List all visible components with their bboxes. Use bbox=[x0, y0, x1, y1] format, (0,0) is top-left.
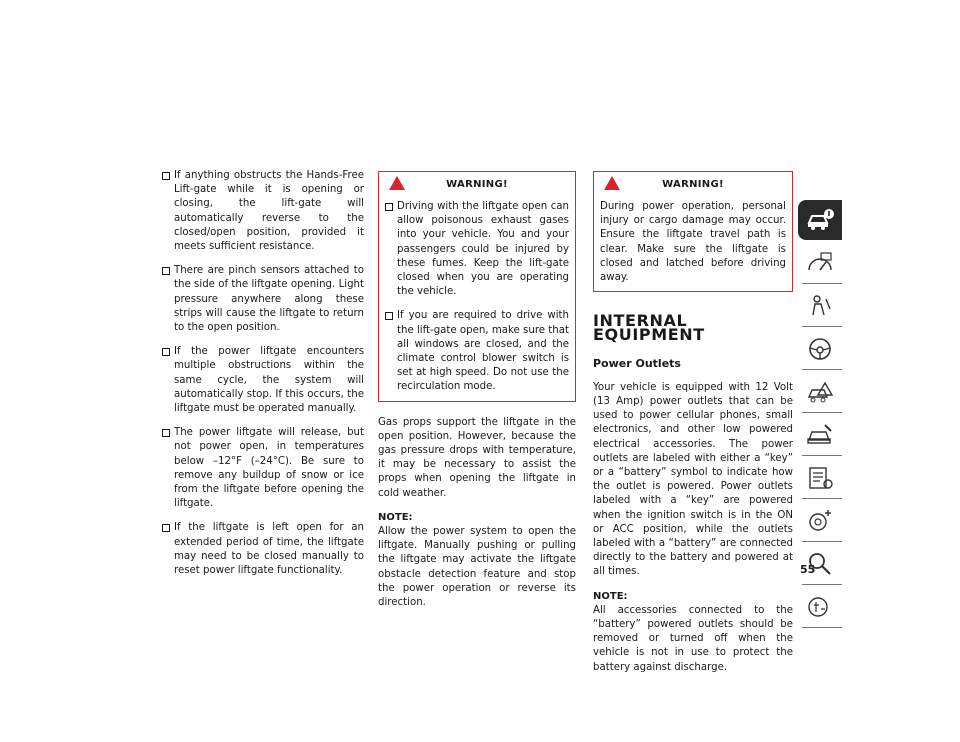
warning-title: WARNING! bbox=[446, 178, 508, 190]
bullet-box-icon bbox=[385, 203, 393, 211]
warning-triangle-icon bbox=[604, 176, 620, 190]
safety-icon bbox=[805, 293, 835, 319]
tab-safety[interactable] bbox=[798, 286, 842, 326]
bullet-item: The power liftgate will release, but not power open, in temperatures below –12°F (–24°C). Be sure to remove any buildup of snow or ice from the liftgate before opening the liftgate. bbox=[162, 426, 364, 511]
warning-box bbox=[378, 171, 576, 402]
column-middle bbox=[378, 171, 576, 620]
warning-header bbox=[600, 178, 786, 192]
note-text: All accessories connected to the “battery” powered outlets should be removed or turned off when the vehicle is not in use to protect the battery against discharge. bbox=[593, 604, 793, 673]
tab-search-index[interactable] bbox=[798, 544, 842, 584]
bullet-box-icon bbox=[162, 524, 170, 532]
warning-text: During power operation, personal injury or cargo damage may occur. Ensure the liftgate travel path is clear. Make sure the liftgate is closed and latched before driving away. bbox=[600, 201, 786, 284]
multimedia-icon bbox=[805, 508, 835, 534]
note-label: NOTE: bbox=[593, 590, 628, 602]
tab-multimedia[interactable] bbox=[798, 501, 842, 541]
warning-bullet: If you are required to drive with the lift-gate open, make sure that all windows are closed, and the climate control blower switch is set at high speed. Do not use the recirculation mode. bbox=[385, 309, 569, 394]
chapter-tabs bbox=[798, 200, 842, 630]
note-label: NOTE: bbox=[378, 511, 413, 523]
warning-title: WARNING! bbox=[662, 178, 724, 190]
bullet-item: There are pinch sensors attached to the side of the liftgate opening. Light pressure anywhere along these strips will cause the liftgate to return to the open position. bbox=[162, 264, 364, 335]
section-title: INTERNAL EQUIPMENT bbox=[593, 311, 705, 345]
tab-language[interactable] bbox=[798, 587, 842, 627]
note-text: Allow the power system to open the liftgate. Manually pushing or pulling the liftgate may activate the liftgate obstacle detection feature and stop the power operation or reverse its direction. bbox=[378, 526, 576, 609]
bullet-box-icon bbox=[162, 348, 170, 356]
tab-specifications[interactable] bbox=[798, 458, 842, 498]
tab-vehicle-info[interactable] bbox=[798, 200, 842, 240]
tab-dashboard-lights[interactable] bbox=[798, 243, 842, 283]
steering-wheel-icon bbox=[805, 336, 835, 362]
body-paragraph: Gas props support the liftgate in the open position. However, because the gas pressure drops with temperature, it may be necessary to assist the props when opening the liftgate in cold weather. bbox=[378, 416, 576, 499]
tab-steering[interactable] bbox=[798, 329, 842, 369]
search-index-icon bbox=[805, 551, 835, 577]
bullet-item: If the liftgate is left open for an extended period of time, the liftgate may need to be closed manually to reset power liftgate functionality. bbox=[162, 521, 364, 578]
dashboard-lights-icon bbox=[805, 250, 835, 276]
warning-box bbox=[593, 171, 793, 292]
bullet-box-icon bbox=[385, 312, 393, 320]
warning-triangle-icon bbox=[389, 176, 405, 190]
bullet-item: If anything obstructs the Hands-Free Lift-gate while it is opening or closing, the lift-gate will automatically reverse to the closed/open position, provided it meets sufficient resistance. bbox=[162, 169, 364, 254]
bullet-box-icon bbox=[162, 267, 170, 275]
bullet-box-icon bbox=[162, 429, 170, 437]
subsection-title: Power Outlets bbox=[593, 356, 681, 370]
warning-bullet: Driving with the liftgate open can allow poisonous exhaust gases into your vehicle. You and your passengers could be injured by these fumes. Keep the lift-gate closed when you are operating the vehicle. bbox=[385, 200, 569, 299]
bullet-box-icon bbox=[162, 172, 170, 180]
service-icon bbox=[805, 422, 835, 448]
bullet-item: If the power liftgate encounters multiple obstructions within the same cycle, the system will automatically stop. If this occurs, the liftgate must be operated manually. bbox=[162, 345, 364, 416]
emergency-icon bbox=[805, 379, 835, 405]
specifications-icon bbox=[805, 465, 835, 491]
column-left bbox=[162, 169, 364, 588]
tab-service[interactable] bbox=[798, 415, 842, 455]
tab-emergency[interactable] bbox=[798, 372, 842, 412]
vehicle-info-icon bbox=[805, 207, 835, 233]
column-right bbox=[593, 171, 793, 685]
warning-header bbox=[385, 178, 569, 192]
language-icon bbox=[805, 594, 835, 620]
page-number: 55 bbox=[800, 563, 816, 576]
body-paragraph: Your vehicle is equipped with 12 Volt (13 Amp) power outlets that can be used to power cellular phones, small electronics, and other low powered electrical accessories. The power outlets are labeled with either a “key” or a “battery” symbol to indicate how the outlet is powered. Power outlets labeled with a “key” are powered when the ignition switch is in the ON or ACC position, while the outlets labeled with a “battery” are connected directly to the battery and powered at all times. bbox=[593, 381, 793, 578]
